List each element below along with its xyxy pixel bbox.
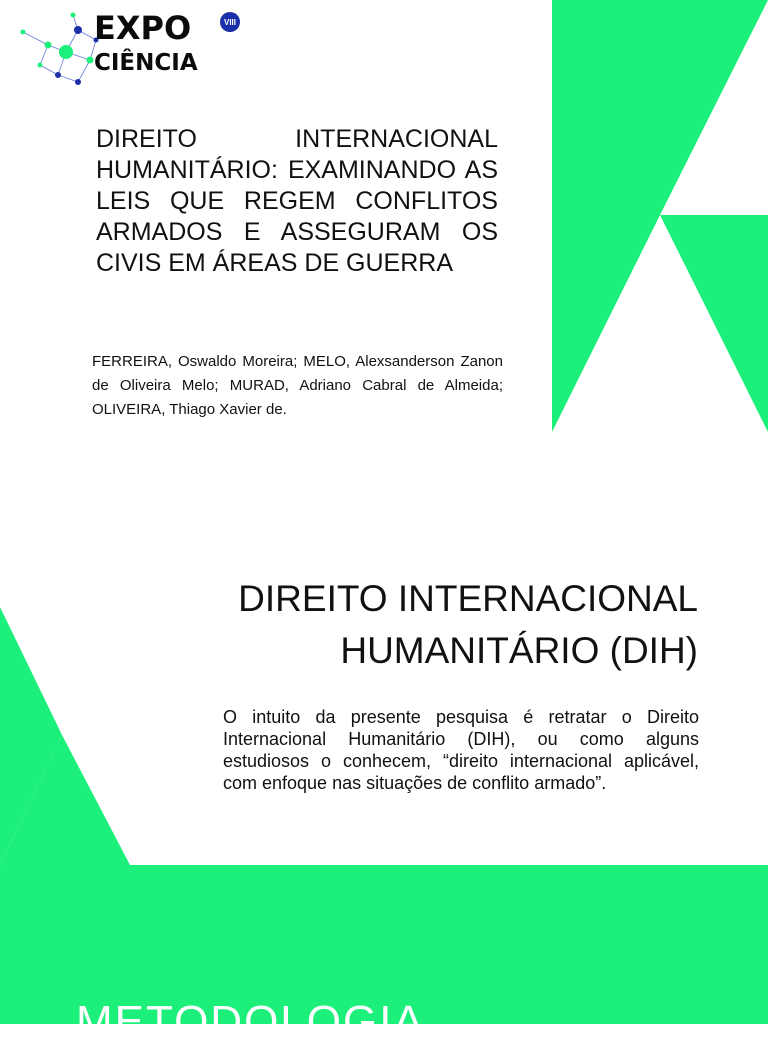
authors-list: FERREIRA, Oswaldo Moreira; MELO, Alexsanderson Zanon de Oliveira Melo; MURAD, Adriano Cabral de Almeida; OLIVEIRA, Thiago Xavier de. xyxy=(92,353,503,418)
section-heading-line2: HUMANITÁRIO (DIH) xyxy=(340,630,698,671)
section-heading xyxy=(178,573,698,677)
page-title: DIREITO INTERNACIONAL HUMANITÁRIO: EXAMINANDO AS LEIS QUE REGEM CONFLITOS ARMADOS E ASSEGURAM OS CIVIS EM ÁREAS DE GUERRA xyxy=(96,125,498,277)
section-heading-line1: DIREITO INTERNACIONAL xyxy=(238,578,698,619)
next-section-heading: METODOLOGIA xyxy=(76,997,425,1046)
logo-edition-badge: VIII xyxy=(220,12,240,32)
section-body-text: O intuito da presente pesquisa é retratar o Direito Internacional Humanitário (DIH), ou como alguns estudiosos o conhecem, “direito internacional aplicável, com enfoque nas situações de conflito armado”. xyxy=(223,707,699,793)
logo-text-expo: EXPO xyxy=(94,9,192,47)
logo-text-ciencia: CIÊNCIA xyxy=(94,50,198,76)
